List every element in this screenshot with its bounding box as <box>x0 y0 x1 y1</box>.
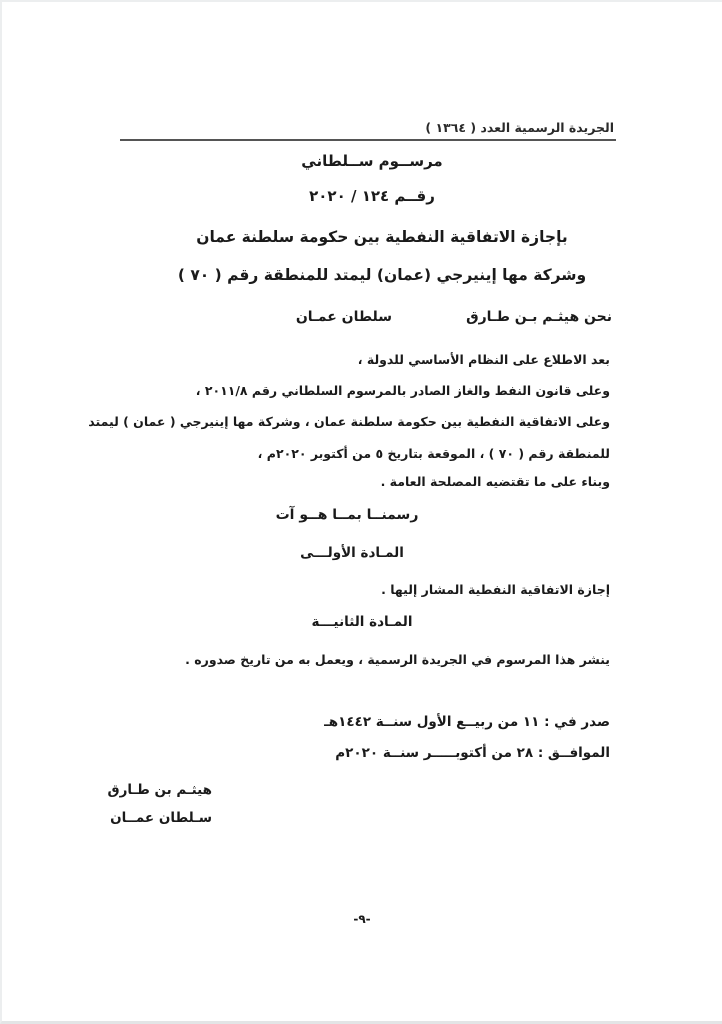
decree-phrase: رسمنــا بمــا هــو آت <box>275 507 419 523</box>
page-number: -٩- <box>353 912 371 926</box>
decree-type-title: مرســوم ســلطاني <box>301 152 443 170</box>
decree-subject-line-2: وشركة مها إينيرجي (عمان) ليمتد للمنطقة رقم ( ٧٠ ) <box>177 266 587 284</box>
article-1-text: إجازة الاتفاقية النفطية المشار إليها . <box>381 582 610 597</box>
header-divider <box>120 139 616 141</box>
preamble-line: وبناء على ما تقتضيه المصلحة العامة . <box>380 474 610 489</box>
article-2-text: ينشر هذا المرسوم في الجريدة الرسمية ، ويعمل به من تاريخ صدوره . <box>185 652 610 667</box>
issuer-title: سلطان عمـان <box>295 309 392 325</box>
preamble-line: وعلى الاتفاقية النفطية بين حكومة سلطنة عمان ، وشركة مها إينيرجي ( عمان ) ليمتد <box>88 414 610 429</box>
article-2-title: المـادة الثانيـــة <box>311 614 413 630</box>
gazette-header: الجريدة الرسمية العدد ( ١٣٦٤ ) <box>425 120 614 135</box>
decree-subject-line-1: بإجازة الاتفاقية النفطية بين حكومة سلطنة عمان <box>196 228 568 246</box>
issuer-name: نحن هيثـم بـن طـارق <box>466 309 612 325</box>
issue-date-hijri: صدر في : ١١ من ربيــع الأول سنــة ١٤٤٢هـ <box>324 714 610 730</box>
signatory-title: سـلطان عمــان <box>110 810 212 826</box>
signatory-name: هيثـم بن طـارق <box>107 782 212 798</box>
preamble-line: للمنطقة رقم ( ٧٠ ) ، الموقعة بتاريخ ٥ من أكتوبر ٢٠٢٠م ، <box>257 446 610 461</box>
issue-date-gregorian: الموافــق : ٢٨ من أكتوبـــــر سنــة ٢٠٢٠م <box>335 745 610 761</box>
article-1-title: المـادة الأولـــى <box>300 545 404 561</box>
preamble-line: وعلى قانون النفط والغاز الصادر بالمرسوم السلطاني رقم ٢٠١١/٨ ، <box>195 383 610 398</box>
preamble-line: بعد الاطلاع على النظام الأساسي للدولة ، <box>357 352 610 367</box>
decree-number: رقــم ١٢٤ / ٢٠٢٠ <box>309 187 435 205</box>
